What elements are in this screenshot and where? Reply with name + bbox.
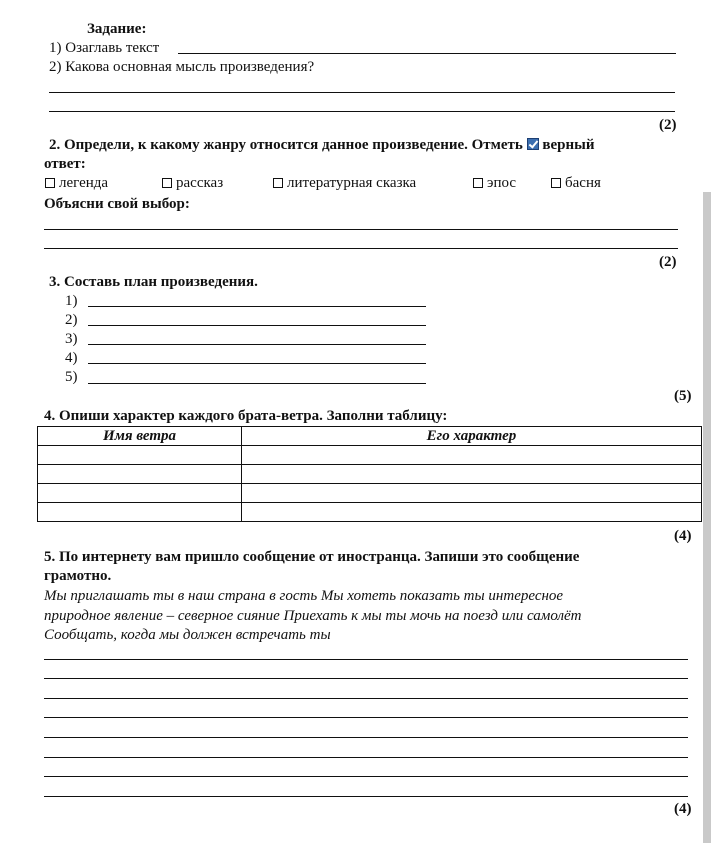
table-row [38, 503, 702, 522]
q5-answer-line[interactable] [44, 698, 688, 699]
q1-answer-line-1[interactable] [49, 92, 675, 93]
checked-checkbox-icon [527, 138, 539, 150]
checkbox-icon[interactable] [162, 178, 172, 188]
character-cell[interactable] [242, 465, 702, 484]
q5-answer-line[interactable] [44, 717, 688, 718]
table-row [38, 484, 702, 503]
checkbox-icon[interactable] [551, 178, 561, 188]
q3-title: 3. Составь план произведения. [49, 274, 258, 290]
q5-answer-line[interactable] [44, 757, 688, 758]
q2-score: (2) [659, 254, 677, 270]
wind-name-cell[interactable] [38, 465, 242, 484]
q2-answer-line-2[interactable] [44, 248, 678, 249]
q1-item-main-idea: 2) Какова основная мысль произведения? [49, 59, 315, 75]
column-header-wind-name: Имя ветра [38, 427, 242, 446]
q5-answer-line[interactable] [44, 659, 688, 660]
message-line-1: Мы приглашать ты в наш страна в гость Мы хотеть показать ты интересное [44, 588, 564, 604]
q1-answer-line-2[interactable] [49, 111, 675, 112]
message-line-3: Сообщать, когда мы должен встречать ты [44, 627, 331, 643]
vertical-scrollbar[interactable] [703, 192, 711, 843]
checkbox-icon[interactable] [473, 178, 483, 188]
option-epos[interactable]: эпос [473, 174, 516, 192]
task-header: Задание: [87, 21, 147, 37]
plan-item-3-number: 3) [65, 331, 78, 347]
q2-title [49, 136, 594, 154]
option-legenda[interactable]: легенда [45, 174, 108, 192]
plan-item-1-line[interactable] [88, 306, 426, 307]
q5-answer-line[interactable] [44, 796, 688, 797]
wind-name-cell[interactable] [38, 484, 242, 503]
character-cell[interactable] [242, 446, 702, 465]
q5-answer-line[interactable] [44, 678, 688, 679]
q2-answer-line-1[interactable] [44, 229, 678, 230]
table-header-row [38, 427, 702, 446]
wind-table [37, 426, 702, 522]
q3-score: (5) [674, 388, 692, 404]
q2-title-before: 2. Определи, к какому жанру относится данное произведение. Отметь [49, 137, 523, 153]
q5-answer-line[interactable] [44, 776, 688, 777]
q4-score: (4) [674, 528, 692, 544]
q2-title-line2: ответ: [44, 156, 86, 172]
checkbox-icon[interactable] [45, 178, 55, 188]
checkbox-icon[interactable] [273, 178, 283, 188]
table-row [38, 446, 702, 465]
plan-item-1-number: 1) [65, 293, 78, 309]
table-row [38, 465, 702, 484]
q5-title-line2: грамотно. [44, 568, 112, 584]
option-literary-fairytale[interactable]: литературная сказка [273, 174, 416, 192]
q2-title-after: верный [542, 137, 595, 153]
option-basnya[interactable]: басня [551, 174, 601, 192]
plan-item-2-line[interactable] [88, 325, 426, 326]
message-line-2: природное явление – северное сияние Приехать к мы ты мочь на поезд или самолёт [44, 608, 582, 624]
q2-explain-label: Объясни свой выбор: [44, 196, 190, 212]
wind-name-cell[interactable] [38, 503, 242, 522]
plan-item-5-line[interactable] [88, 383, 426, 384]
q5-answer-line[interactable] [44, 737, 688, 738]
q4-title: 4. Опиши характер каждого брата-ветра. Заполни таблицу: [44, 408, 448, 424]
plan-item-4-number: 4) [65, 350, 78, 366]
character-cell[interactable] [242, 503, 702, 522]
character-cell[interactable] [242, 484, 702, 503]
q5-title-line1: 5. По интернету вам пришло сообщение от иностранца. Запиши это сообщение [44, 549, 580, 565]
column-header-character: Его характер [242, 427, 702, 446]
plan-item-2-number: 2) [65, 312, 78, 328]
plan-item-3-line[interactable] [88, 344, 426, 345]
plan-item-5-number: 5) [65, 369, 78, 385]
q1-title-answer-line[interactable] [178, 53, 676, 54]
plan-item-4-line[interactable] [88, 363, 426, 364]
wind-name-cell[interactable] [38, 446, 242, 465]
option-rasskaz[interactable]: рассказ [162, 174, 223, 192]
q5-score: (4) [674, 801, 692, 817]
q1-score: (2) [659, 117, 677, 133]
q1-item-title-text: 1) Озаглавь текст [49, 40, 160, 56]
